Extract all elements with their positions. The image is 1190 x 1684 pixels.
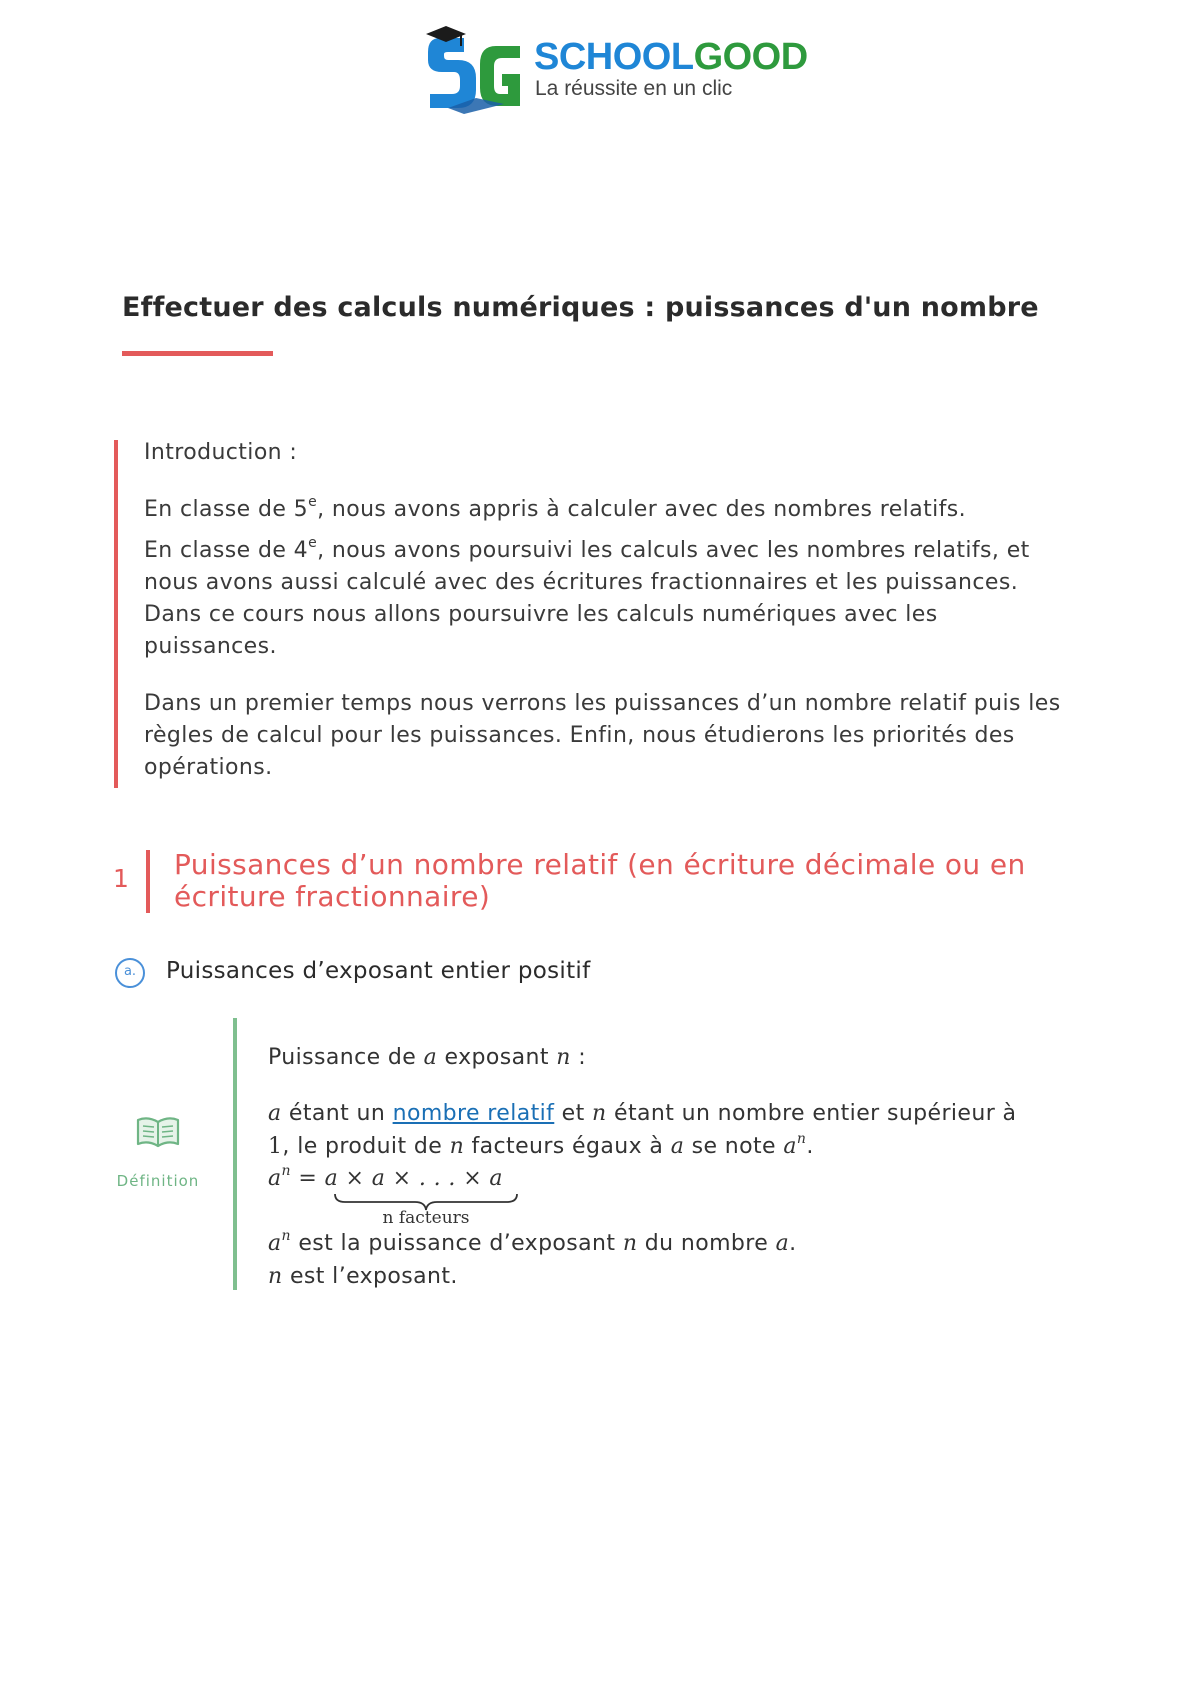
def-l5-text: est l’exposant.	[282, 1264, 458, 1289]
page-title: Effectuer des calculs numériques : puissances d'un nombre	[122, 292, 1039, 323]
title-underline	[122, 351, 273, 356]
formula-lhs-base: a	[268, 1166, 282, 1191]
underbrace-label: n facteurs	[382, 1208, 470, 1228]
subsection-badge-label: a.	[123, 964, 137, 979]
intro-heading: Introduction :	[144, 440, 298, 465]
def-l2-var-n: n	[449, 1134, 465, 1159]
intro-paragraph-3: Dans un premier temps nous verrons les puissances d’un nombre relatif puis les règles de calcul pour les puissances. Enfin, nous étudierons les priorités des opérations.	[144, 691, 1061, 780]
def-l1-var-n: n	[592, 1101, 607, 1126]
intro-p1-sup: e	[308, 494, 318, 510]
intro-accent-bar	[114, 440, 118, 788]
logo-brand-text	[534, 38, 808, 76]
nombre-relatif-link[interactable]: nombre relatif	[392, 1101, 555, 1126]
def-l1-text2: et	[554, 1101, 593, 1126]
def-l4-var-a: a	[775, 1231, 790, 1256]
subsection-title: Puissances d’exposant entier positif	[166, 958, 591, 984]
logo-brand-school: SCHOOL	[534, 36, 694, 78]
definition-heading	[268, 1041, 1098, 1074]
def-l2-text1: , le produit de	[282, 1134, 450, 1159]
def-l2-text3: se note	[684, 1134, 784, 1159]
def-l2-one: 1	[268, 1134, 283, 1159]
definition-line-4	[268, 1227, 1098, 1260]
intro-p2-end: , nous avons poursuivi les calculs avec les nombres relatifs, et nous avons aussi calculé avec des écritures fractionnaires et les puissances. Dans ce cours nous allons poursuivre les calculs numériques avec les puissances.	[144, 538, 1030, 659]
def-heading-var-a: a	[423, 1045, 438, 1070]
intro-p1-start: En classe de 5	[144, 497, 309, 522]
def-heading-part1: Puissance de	[268, 1045, 424, 1070]
definition-line-5	[268, 1260, 1098, 1293]
definition-accent-bar	[233, 1018, 237, 1290]
def-l4-end: .	[789, 1231, 797, 1256]
section-number: 1	[113, 864, 129, 893]
def-heading-var-n: n	[556, 1045, 571, 1070]
section-title: Puissances d’un nombre relatif (en écriture décimale ou en écriture fractionnaire)	[174, 848, 1026, 913]
def-heading-part2: exposant	[437, 1045, 557, 1070]
def-l1-text1: étant un	[281, 1101, 393, 1126]
intro-p2-start: En classe de 4	[144, 538, 309, 563]
def-l4-var-n: n	[622, 1231, 638, 1256]
def-l2-text2: facteurs égaux à	[464, 1134, 671, 1159]
definition-line-2	[268, 1130, 1098, 1163]
intro-paragraph-1	[144, 494, 1074, 526]
open-book-icon	[134, 1112, 182, 1152]
def-l2-power-exp: n	[796, 1131, 807, 1147]
def-l1-text3: étant un nombre entier supérieur à	[606, 1101, 1017, 1126]
section-accent-bar	[146, 850, 150, 913]
def-l2-var-a: a	[670, 1134, 685, 1159]
intro-p2-sup: e	[308, 535, 318, 551]
def-l4-text2: du nombre	[637, 1231, 776, 1256]
formula-equals: =	[290, 1166, 325, 1191]
definition-formula	[268, 1162, 1098, 1195]
intro-p1-end: , nous avons appris à calculer avec des nombres relatifs.	[317, 497, 967, 522]
def-l1-var-a: a	[268, 1101, 282, 1126]
def-l5-var-n: n	[268, 1264, 283, 1289]
logo-brand-good: GOOD	[693, 36, 808, 78]
formula-lhs-exp: n	[281, 1163, 291, 1179]
def-l4-text1: est la puissance d’exposant	[290, 1231, 623, 1256]
logo-tagline: La réussite en un clic	[535, 77, 733, 100]
def-l2-end: .	[806, 1134, 814, 1159]
def-l2-power-base: a	[783, 1134, 797, 1159]
definition-label: Définition	[116, 1172, 200, 1190]
def-l4-power-base: a	[268, 1231, 282, 1256]
intro-paragraph-2	[144, 535, 1074, 663]
definition-line-1	[268, 1097, 1098, 1130]
def-heading-part3: :	[570, 1045, 587, 1070]
def-l4-power-exp: n	[281, 1228, 291, 1244]
formula-rhs: a × a × . . . × a	[324, 1166, 503, 1191]
